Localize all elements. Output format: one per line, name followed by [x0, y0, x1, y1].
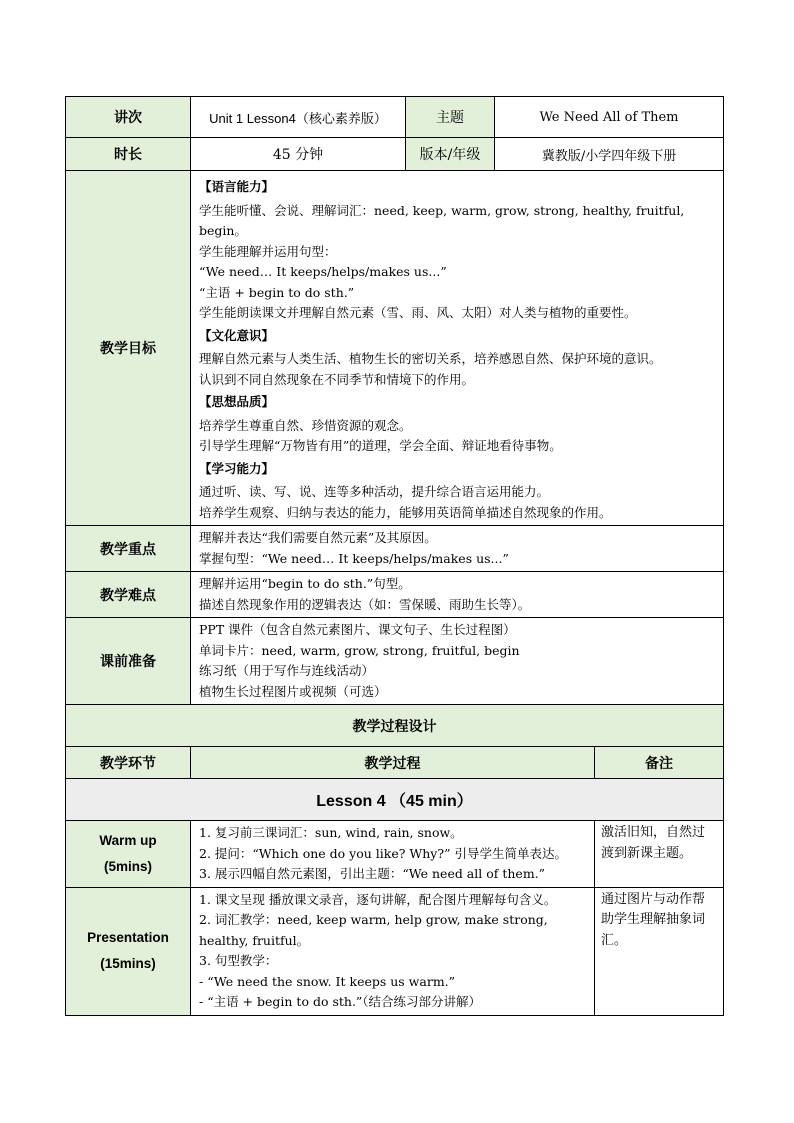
objective-heading-thinking: 【思想品质】 [199, 394, 275, 409]
preparation-label: 课前准备 [66, 618, 191, 705]
warm-up-note: 激活旧知，自然过渡到新课主题。 [595, 821, 724, 888]
objective-line: 培养学生观察、归纳与表达的能力，能够用英语简单描述自然现象的作用。 [199, 504, 612, 520]
lesson-plan-table-wrapper [65, 96, 723, 1016]
stage-time: (5mins) [103, 858, 152, 874]
stage-presentation [66, 887, 191, 1015]
objective-line: 理解自然元素与人类生活、植物生长的密切关系，培养感恩自然、保护环境的意识。 [199, 351, 662, 366]
step-line: 2. 词汇教学：need, keep warm, help grow, make strong, healthy, fruitful。 [199, 912, 548, 948]
objective-heading-language: 【语言能力】 [199, 179, 275, 194]
preparation-line: 单词卡片：need, warm, grow, strong, fruitful, begin [199, 642, 520, 658]
objective-line: “We need… It keeps/helps/makes us...” [199, 264, 447, 279]
process-section-title: 教学过程设计 [66, 705, 724, 747]
step-line: 1. 复习前三课词汇：sun, wind, rain, snow。 [199, 825, 463, 840]
stage-time: (15mins) [100, 956, 156, 971]
step-line: 2. 提问：“Which one do you like? Why?” 引导学生简单表达。 [199, 845, 567, 861]
key-point-line: 掌握句型：“We need… It keeps/helps/makes us...” [199, 550, 509, 566]
preparation-line: 练习纸（用于写作与连线活动） [199, 663, 375, 678]
objective-line: 学生能理解并运用句型： [199, 243, 337, 259]
col-header-notes: 备注 [595, 747, 724, 779]
objective-line: 学生能朗读课文并理解自然元素（雪、雨、风、太阳）对人类与植物的重要性。 [199, 305, 637, 320]
edition-label: 版本/年级 [406, 138, 495, 171]
stage-name: Warm up [99, 832, 157, 848]
col-header-stage: 教学环节 [66, 747, 191, 779]
objective-line: “主语 + begin to do sth.” [199, 284, 355, 300]
key-points-label: 教学重点 [66, 526, 191, 572]
objective-line: 认识到不同自然现象在不同季节和情境下的作用。 [199, 371, 475, 387]
presentation-note: 通过图片与动作帮助学生理解抽象词汇。 [595, 887, 724, 1015]
lesson-title: Lesson 4 （45 min） [66, 779, 724, 821]
duration-value: 45 分钟 [191, 138, 406, 171]
preparation-line: PPT 课件（包含自然元素图片、课文句子、生长过程图） [199, 622, 516, 637]
presentation-steps [191, 887, 595, 1015]
stage-warm-up [66, 821, 191, 888]
lesson-plan-table [65, 96, 724, 1016]
topic-value: We Need All of Them [495, 97, 724, 138]
objective-line: 引导学生理解“万物皆有用”的道理，学会全面、辩证地看待事物。 [199, 438, 562, 453]
objective-line: 培养学生尊重自然、珍惜资源的观念。 [199, 417, 412, 433]
objective-heading-learning: 【学习能力】 [199, 460, 275, 476]
objectives-label: 教学目标 [66, 171, 191, 526]
step-line: 1. 课文呈现 播放课文录音，逐句讲解，配合图片理解每句含义。 [199, 891, 557, 907]
warm-up-steps [191, 821, 595, 888]
objective-line: 通过听、读、写、说、连等多种活动，提升综合语言运用能力。 [199, 484, 550, 499]
stage-name: Presentation [87, 930, 169, 945]
col-header-process: 教学过程 [191, 747, 595, 779]
session-value: Unit 1 Lesson4（核心素养版） [191, 97, 406, 138]
difficulty-line: 理解并运用“begin to do sth.”句型。 [199, 576, 411, 591]
session-label: 讲次 [66, 97, 191, 138]
step-line: 3. 展示四幅自然元素图，引出主题：“We need all of them.” [199, 866, 546, 881]
edition-value: 冀教版/小学四年级下册 [495, 138, 724, 171]
difficulty-line: 描述自然现象作用的逻辑表达（如：雪保暖、雨助生长等）。 [199, 596, 531, 612]
difficulties-content [191, 572, 724, 618]
objective-heading-culture: 【文化意识】 [199, 327, 275, 343]
key-points-content [191, 526, 724, 572]
objective-line: 学生能听懂、会说、理解词汇：need, keep, warm, grow, strong, healthy, fruitful, begin。 [199, 202, 685, 238]
topic-label: 主题 [406, 97, 495, 138]
step-line: 3. 句型教学： [199, 953, 278, 968]
key-point-line: 理解并表达“我们需要自然元素”及其原因。 [199, 530, 437, 545]
duration-label: 时长 [66, 138, 191, 171]
step-line: - “We need the snow. It keeps us warm.” [199, 973, 456, 989]
preparation-content [191, 618, 724, 705]
step-line: - “主语 + begin to do sth.”（结合练习部分讲解） [199, 994, 482, 1009]
difficulties-label: 教学难点 [66, 572, 191, 618]
preparation-line: 植物生长过程图片或视频（可选） [199, 683, 387, 699]
objectives-content [191, 171, 724, 526]
